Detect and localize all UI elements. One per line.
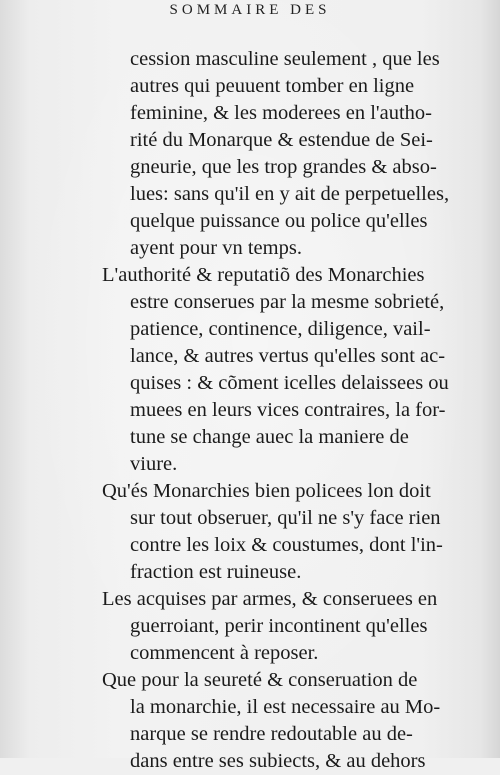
text-line: guerroiant, perir incontinent qu'elles (130, 615, 428, 637)
text-line: L'authorité & reputatiõ des Monarchies (102, 264, 425, 286)
text-line: muees en leurs vices contraires, la for- (130, 399, 446, 421)
text-line: ayent pour vn temps. (130, 237, 302, 259)
text-line: tune se change auec la maniere de (130, 426, 409, 448)
text-line: gneurie, que les trop grandes & abso- (130, 156, 437, 178)
text-line: contre les loix & coustumes, dont l'in- (130, 534, 443, 556)
text-line: feminine, & les moderees en l'autho- (130, 102, 432, 124)
text-line: rité du Monarque & estendue de Sei- (130, 129, 433, 151)
text-line: cession masculine seulement , que les (130, 48, 440, 70)
text-line: patience, continence, diligence, vail- (130, 318, 431, 340)
text-line: quises : & cõment icelles delaissees ou (130, 372, 449, 394)
text-line: fraction est ruineuse. (130, 561, 302, 583)
text-line: Qu'és Monarchies bien policees lon doit (102, 480, 431, 502)
text-line: viure. (130, 453, 178, 475)
text-line: Les acquises par armes, & conseruees en (102, 588, 438, 610)
text-line: quelque puissance ou police qu'elles (130, 210, 428, 232)
running-head: SOMMAIRE DES (169, 2, 331, 18)
text-line: Que pour la seureté & conseruation de (102, 669, 418, 691)
text-line: lance, & autres vertus qu'elles sont ac- (130, 345, 446, 367)
text-line: lues: sans qu'il en y ait de perpetuelles, (130, 183, 450, 205)
text-line: autres qui peuuent tomber en ligne (130, 75, 415, 97)
text-line: sur tout obseruer, qu'il ne s'y face rien (130, 507, 441, 529)
text-line: narque se rendre redoutable au de- (130, 723, 413, 745)
text-line: la monarchie, il est necessaire au Mo- (130, 696, 441, 718)
text-line: commencent à reposer. (130, 642, 319, 664)
text-line: dans entre ses subiects, & au dehors (130, 750, 426, 772)
text-line: estre conserues par la mesme sobrieté, (130, 291, 445, 313)
